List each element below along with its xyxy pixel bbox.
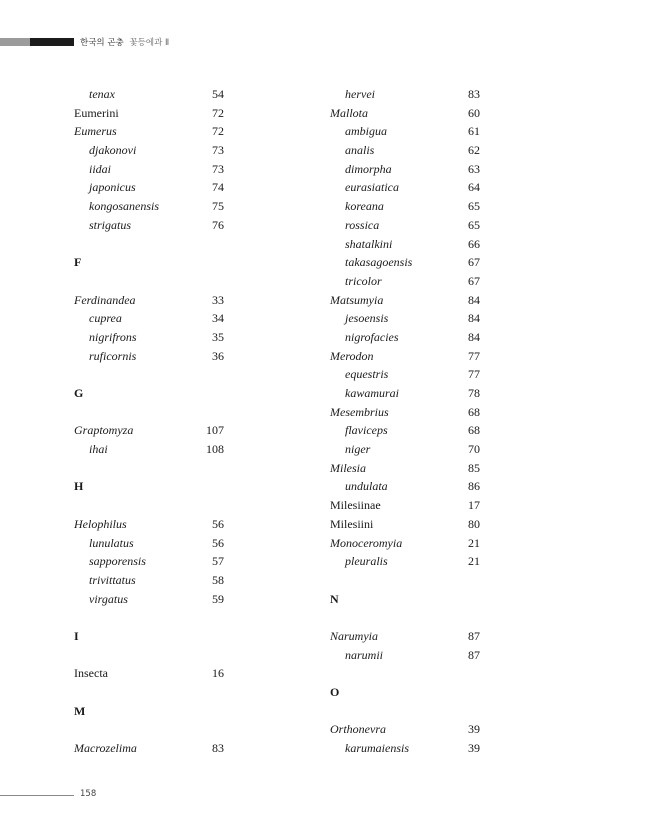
entry-page: 54 <box>212 87 224 101</box>
entry-page: 72 <box>212 105 224 120</box>
entry-page: 16 <box>212 666 224 681</box>
index-entry <box>330 291 480 310</box>
entry-page: 85 <box>468 460 480 475</box>
entry-name: Mesembrius <box>330 404 389 419</box>
entry-name: strigatus <box>89 217 132 232</box>
entry-name: virgatus <box>89 591 128 606</box>
entry-page: 60 <box>468 105 480 120</box>
entry-page: 34 <box>212 311 224 326</box>
header-title: 한국의 곤충 <box>80 38 124 48</box>
entry-name: Mallota <box>330 105 368 120</box>
entry-page: 17 <box>468 498 480 513</box>
spacer <box>74 646 224 665</box>
entry-name: Insecta <box>74 666 108 681</box>
index-entry <box>330 216 480 235</box>
spacer <box>74 496 224 515</box>
entry-page: 21 <box>468 554 480 569</box>
entry-page: 35 <box>212 329 224 344</box>
spacer <box>74 403 224 422</box>
entry-name: hervei <box>345 87 375 101</box>
header-subtitle: 꽃등에과 Ⅱ <box>129 38 170 48</box>
index-entry <box>74 160 224 179</box>
entry-page: 107 <box>206 423 224 438</box>
entry-name: equestris <box>345 367 389 382</box>
letter-label: F <box>74 255 82 270</box>
entry-page: 83 <box>468 87 480 101</box>
entry-page: 74 <box>212 180 224 195</box>
entry-page: 67 <box>468 255 480 270</box>
index-entry <box>74 534 224 553</box>
spacer <box>74 720 224 739</box>
entry-page: 36 <box>212 348 224 363</box>
entry-name: Milesiini <box>330 516 374 531</box>
index-entry <box>330 197 480 216</box>
index-entry <box>74 421 224 440</box>
index-entry <box>74 216 224 235</box>
entry-name: kawamurai <box>345 386 399 400</box>
entry-page: 56 <box>212 516 224 531</box>
entry-name: pleuralis <box>345 554 388 569</box>
entry-name: Helophilus <box>74 516 127 531</box>
entry-name: lunulatus <box>89 535 134 550</box>
index-entry <box>74 739 224 758</box>
index-entry <box>74 571 224 590</box>
entry-name: Orthonevra <box>330 722 386 737</box>
index-entry <box>330 104 480 123</box>
index-entry <box>74 664 224 683</box>
index-entry <box>74 104 224 123</box>
index-column-left <box>74 85 224 758</box>
entry-page: 84 <box>468 311 480 326</box>
entry-name: tenax <box>89 87 115 101</box>
entry-page: 70 <box>468 442 480 457</box>
entry-name: ambigua <box>345 124 387 139</box>
index-entry <box>330 235 480 254</box>
index-letter-heading <box>74 253 224 272</box>
entry-name: djakonovi <box>89 143 137 158</box>
entry-page: 73 <box>212 161 224 176</box>
page-number: 158 <box>80 789 97 799</box>
entry-page: 68 <box>468 404 480 419</box>
entry-page: 77 <box>468 367 480 382</box>
entry-page: 66 <box>468 236 480 251</box>
index-entry <box>330 347 480 366</box>
entry-page: 75 <box>212 199 224 214</box>
index-column-right <box>330 85 480 758</box>
entry-name: Matsumyia <box>330 292 384 307</box>
entry-name: Eumerini <box>74 105 119 120</box>
index-entry <box>330 403 480 422</box>
index-entry <box>330 739 480 758</box>
entry-name: narumii <box>345 647 384 662</box>
letter-label: I <box>74 628 79 643</box>
index-entry <box>330 646 480 665</box>
spacer <box>74 459 224 478</box>
entry-name: japonicus <box>89 180 136 195</box>
index-letter-heading <box>74 627 224 646</box>
entry-page: 61 <box>468 124 480 139</box>
spacer <box>74 272 224 291</box>
entry-page: 63 <box>468 161 480 176</box>
spacer <box>74 365 224 384</box>
index-entry <box>330 421 480 440</box>
index-letter-heading <box>330 683 480 702</box>
entry-name: Macrozelima <box>74 741 137 756</box>
entry-page: 77 <box>468 348 480 363</box>
index-entry <box>74 122 224 141</box>
entry-page: 57 <box>212 554 224 569</box>
entry-name: nigrofacies <box>345 329 399 344</box>
entry-name: Milesia <box>330 460 366 475</box>
index-entry <box>330 85 480 104</box>
entry-page: 59 <box>212 591 224 606</box>
entry-name: Graptomyza <box>74 423 134 438</box>
index-entry <box>330 477 480 496</box>
entry-name: Monoceromyia <box>330 535 403 550</box>
spacer <box>74 608 224 627</box>
entry-page: 87 <box>468 628 480 643</box>
entry-page: 76 <box>212 217 224 232</box>
entry-name: analis <box>345 143 375 158</box>
spacer <box>330 702 480 721</box>
entry-page: 33 <box>212 292 224 307</box>
index-entry <box>330 160 480 179</box>
index-entry <box>74 552 224 571</box>
entry-page: 84 <box>468 329 480 344</box>
entry-name: undulata <box>345 479 388 494</box>
index-entry <box>330 141 480 160</box>
entry-name: Milesiinae <box>330 498 381 513</box>
entry-page: 86 <box>468 479 480 494</box>
index-entry <box>74 590 224 609</box>
entry-name: Narumyia <box>330 628 378 643</box>
index-entry <box>330 459 480 478</box>
index-letter-heading <box>330 590 480 609</box>
entry-name: karumaiensis <box>345 741 409 756</box>
entry-name: sapporensis <box>89 554 146 569</box>
entry-name: koreana <box>345 199 384 214</box>
index-entry <box>330 496 480 515</box>
index-entry <box>330 720 480 739</box>
entry-page: 62 <box>468 143 480 158</box>
index-entry <box>330 534 480 553</box>
footer-rule <box>0 795 74 796</box>
index-entry <box>74 141 224 160</box>
index-entry <box>330 515 480 534</box>
index-letter-heading <box>74 702 224 721</box>
letter-label: O <box>330 685 340 699</box>
spacer <box>330 571 480 590</box>
entry-page: 39 <box>468 741 480 756</box>
entry-name: dimorpha <box>345 161 392 176</box>
entry-name: Ferdinandea <box>74 292 136 307</box>
entry-name: rossica <box>345 217 380 232</box>
entry-page: 65 <box>468 199 480 214</box>
entry-name: kongosanensis <box>89 199 159 214</box>
index-entry <box>74 291 224 310</box>
entry-name: iidai <box>89 161 112 176</box>
letter-label: G <box>74 386 84 400</box>
entry-name: jesoensis <box>345 311 389 326</box>
entry-page: 108 <box>206 442 224 457</box>
index-letter-heading <box>74 477 224 496</box>
letter-label: M <box>74 703 86 718</box>
header-bar-black <box>30 38 74 46</box>
entry-page: 67 <box>468 273 480 288</box>
spacer <box>330 664 480 683</box>
index-entry <box>330 627 480 646</box>
index-entry <box>330 272 480 291</box>
index-entry <box>74 440 224 459</box>
entry-page: 72 <box>212 124 224 139</box>
header-bar-gray <box>0 38 30 46</box>
entry-page: 39 <box>468 722 480 737</box>
entry-name: flaviceps <box>345 423 388 438</box>
entry-page: 73 <box>212 143 224 158</box>
index-entry <box>74 309 224 328</box>
entry-name: nigrifrons <box>89 329 137 344</box>
index-entry <box>74 178 224 197</box>
index-entry <box>330 122 480 141</box>
entry-page: 58 <box>212 572 224 587</box>
entry-name: tricolor <box>345 273 382 288</box>
entry-name: cuprea <box>89 311 122 326</box>
entry-page: 84 <box>468 292 480 307</box>
index-entry <box>330 309 480 328</box>
entry-name: ruficornis <box>89 348 137 363</box>
entry-page: 21 <box>468 535 480 550</box>
index-letter-heading <box>74 384 224 403</box>
index-entry <box>330 328 480 347</box>
entry-page: 80 <box>468 516 480 531</box>
index-entry <box>330 253 480 272</box>
running-header <box>80 36 169 48</box>
index-entry <box>330 365 480 384</box>
entry-page: 56 <box>212 535 224 550</box>
entry-page: 87 <box>468 647 480 662</box>
entry-name: takasagoensis <box>345 255 413 270</box>
index-entry <box>330 440 480 459</box>
entry-name: Merodon <box>330 348 374 363</box>
entry-page: 83 <box>212 741 224 756</box>
index-entry <box>74 197 224 216</box>
letter-label: N <box>330 591 339 606</box>
entry-page: 78 <box>468 386 480 400</box>
entry-name: ihai <box>89 442 108 457</box>
entry-name: niger <box>345 442 371 457</box>
entry-name: eurasiatica <box>345 180 399 195</box>
spacer <box>74 683 224 702</box>
entry-page: 68 <box>468 423 480 438</box>
index-entry <box>330 384 480 403</box>
entry-name: shatalkini <box>345 236 393 251</box>
index-entry <box>74 347 224 366</box>
letter-label: H <box>74 479 84 494</box>
spacer <box>330 608 480 627</box>
index-entry <box>330 552 480 571</box>
spacer <box>74 235 224 254</box>
index-entry <box>74 515 224 534</box>
index-entry <box>330 178 480 197</box>
entry-name: trivittatus <box>89 572 136 587</box>
entry-name: Eumerus <box>74 124 117 139</box>
entry-page: 65 <box>468 217 480 232</box>
index-entry <box>74 328 224 347</box>
entry-page: 64 <box>468 180 480 195</box>
index-entry <box>74 85 224 104</box>
